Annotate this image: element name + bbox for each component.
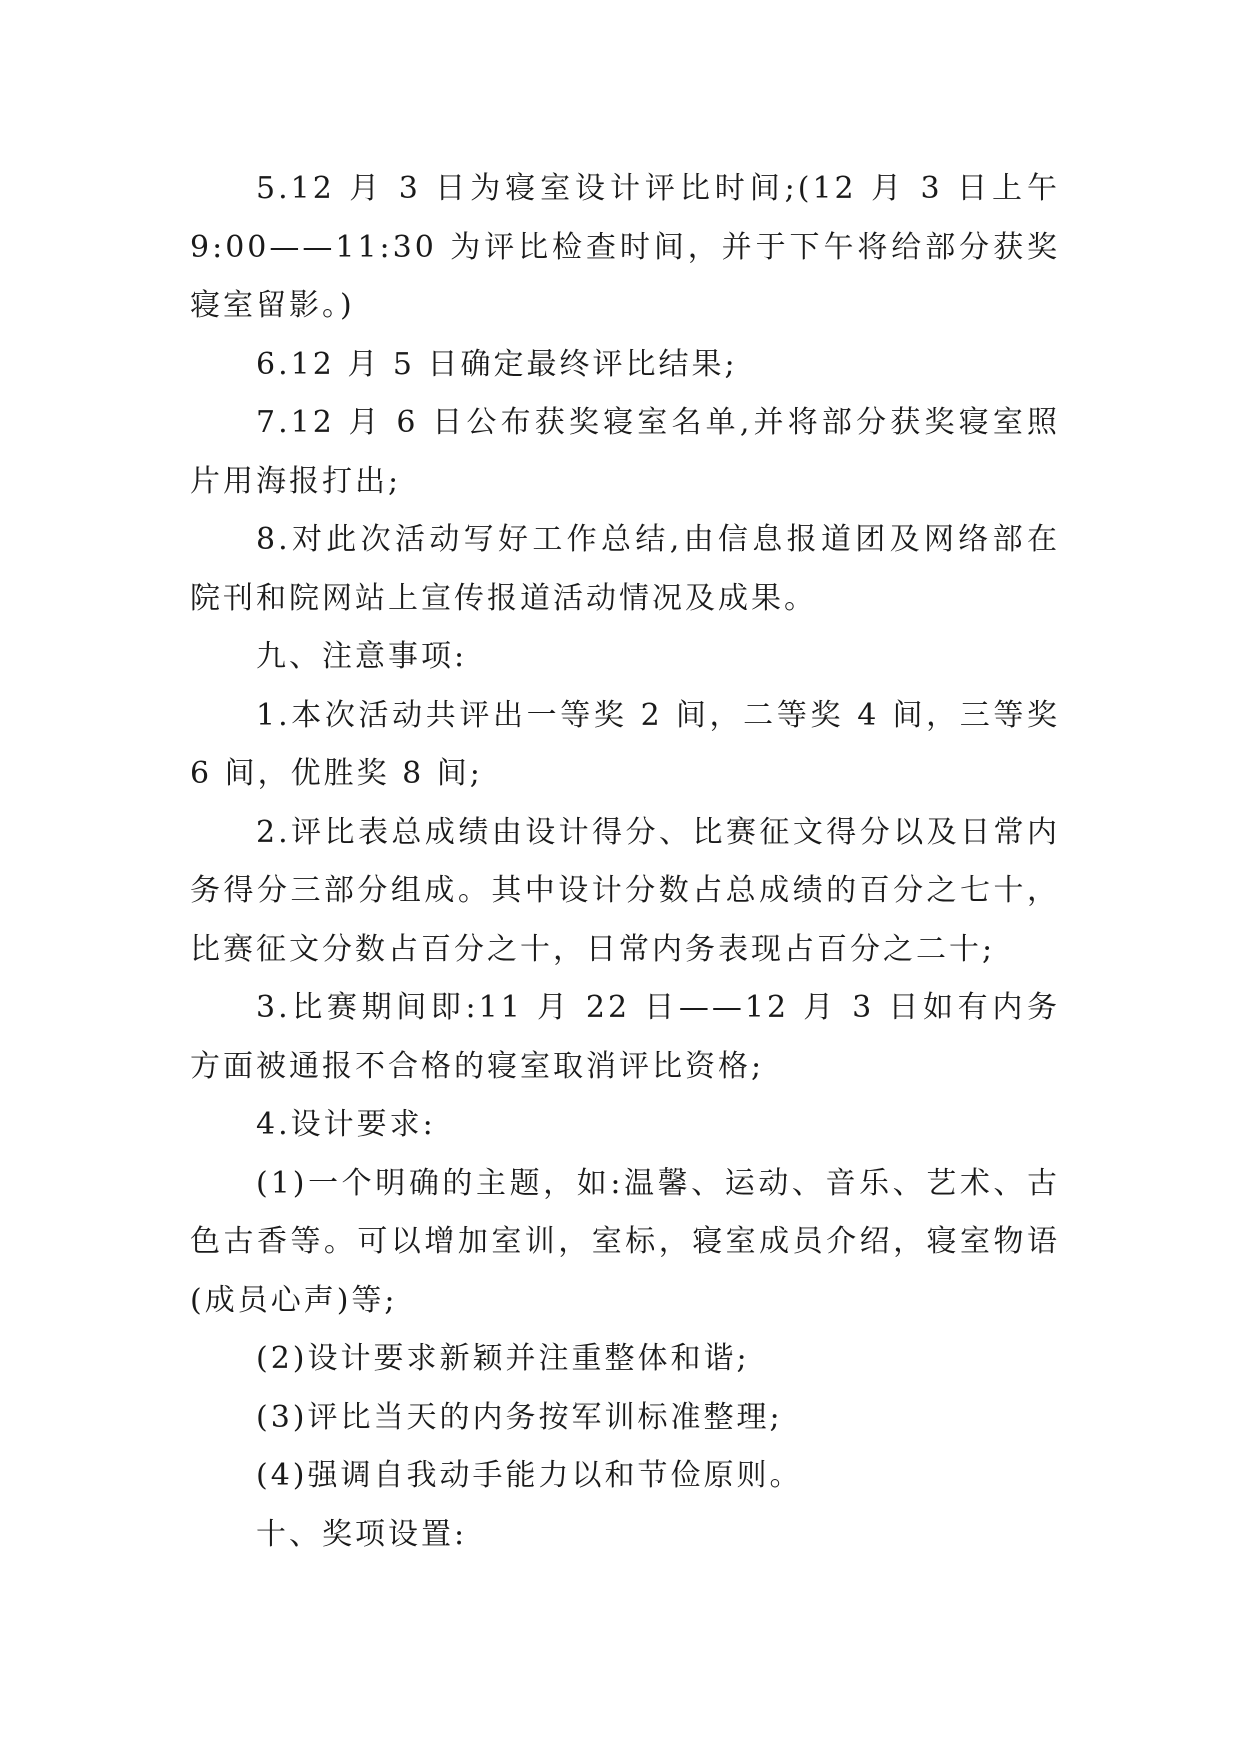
paragraph-note-3: 3.比赛期间即:11 月 22 日——12 月 3 日如有内务方面被通报不合格的寝室取消评比资格; [190,990,1060,1084]
document-body [190,160,1060,1564]
paragraph-requirement-1: (1)一个明确的主题，如:温馨、运动、音乐、艺术、古色古香等。可以增加室训，室标，寝室成员介绍，寝室物语(成员心声)等; [190,1165,1060,1318]
paragraph-schedule-item-7: 7.12 月 6 日公布获奖寝室名单,并将部分获奖寝室照片用海报打出; [190,405,1060,499]
paragraph-requirement-2: (2)设计要求新颖并注重整体和谐; [256,1341,750,1376]
paragraph-schedule-item-5: 5.12 月 3 日为寝室设计评比时间;(12 月 3 日上午 9:00——11:30 为评比检查时间，并于下午将给部分获奖寝室留影。) [190,171,1060,323]
paragraph-schedule-item-6: 6.12 月 5 日确定最终评比结果; [256,346,738,382]
paragraph-requirement-4: (4)强调自我动手能力以和节俭原则。 [256,1458,803,1493]
paragraph-requirement-3: (3)评比当天的内务按军训标准整理; [256,1399,783,1435]
section-heading-notes: 九、注意事项: [256,639,468,674]
paragraph-note-1: 1.本次活动共评出一等奖 2 间，二等奖 4 间，三等奖 6 间，优胜奖 8 间; [190,697,1060,791]
paragraph-note-2: 2.评比表总成绩由设计得分、比赛征文得分以及日常内务得分三部分组成。其中设计分数占总成绩的百分之七十，比赛征文分数占百分之十，日常内务表现占百分之二十; [190,814,1060,967]
paragraph-note-4: 4.设计要求: [256,1107,436,1142]
section-heading-awards: 十、奖项设置: [256,1516,468,1552]
paragraph-schedule-item-8: 8.对此次活动写好工作总结,由信息报道团及网络部在院刊和院网站上宣传报道活动情况及成果。 [190,522,1060,616]
